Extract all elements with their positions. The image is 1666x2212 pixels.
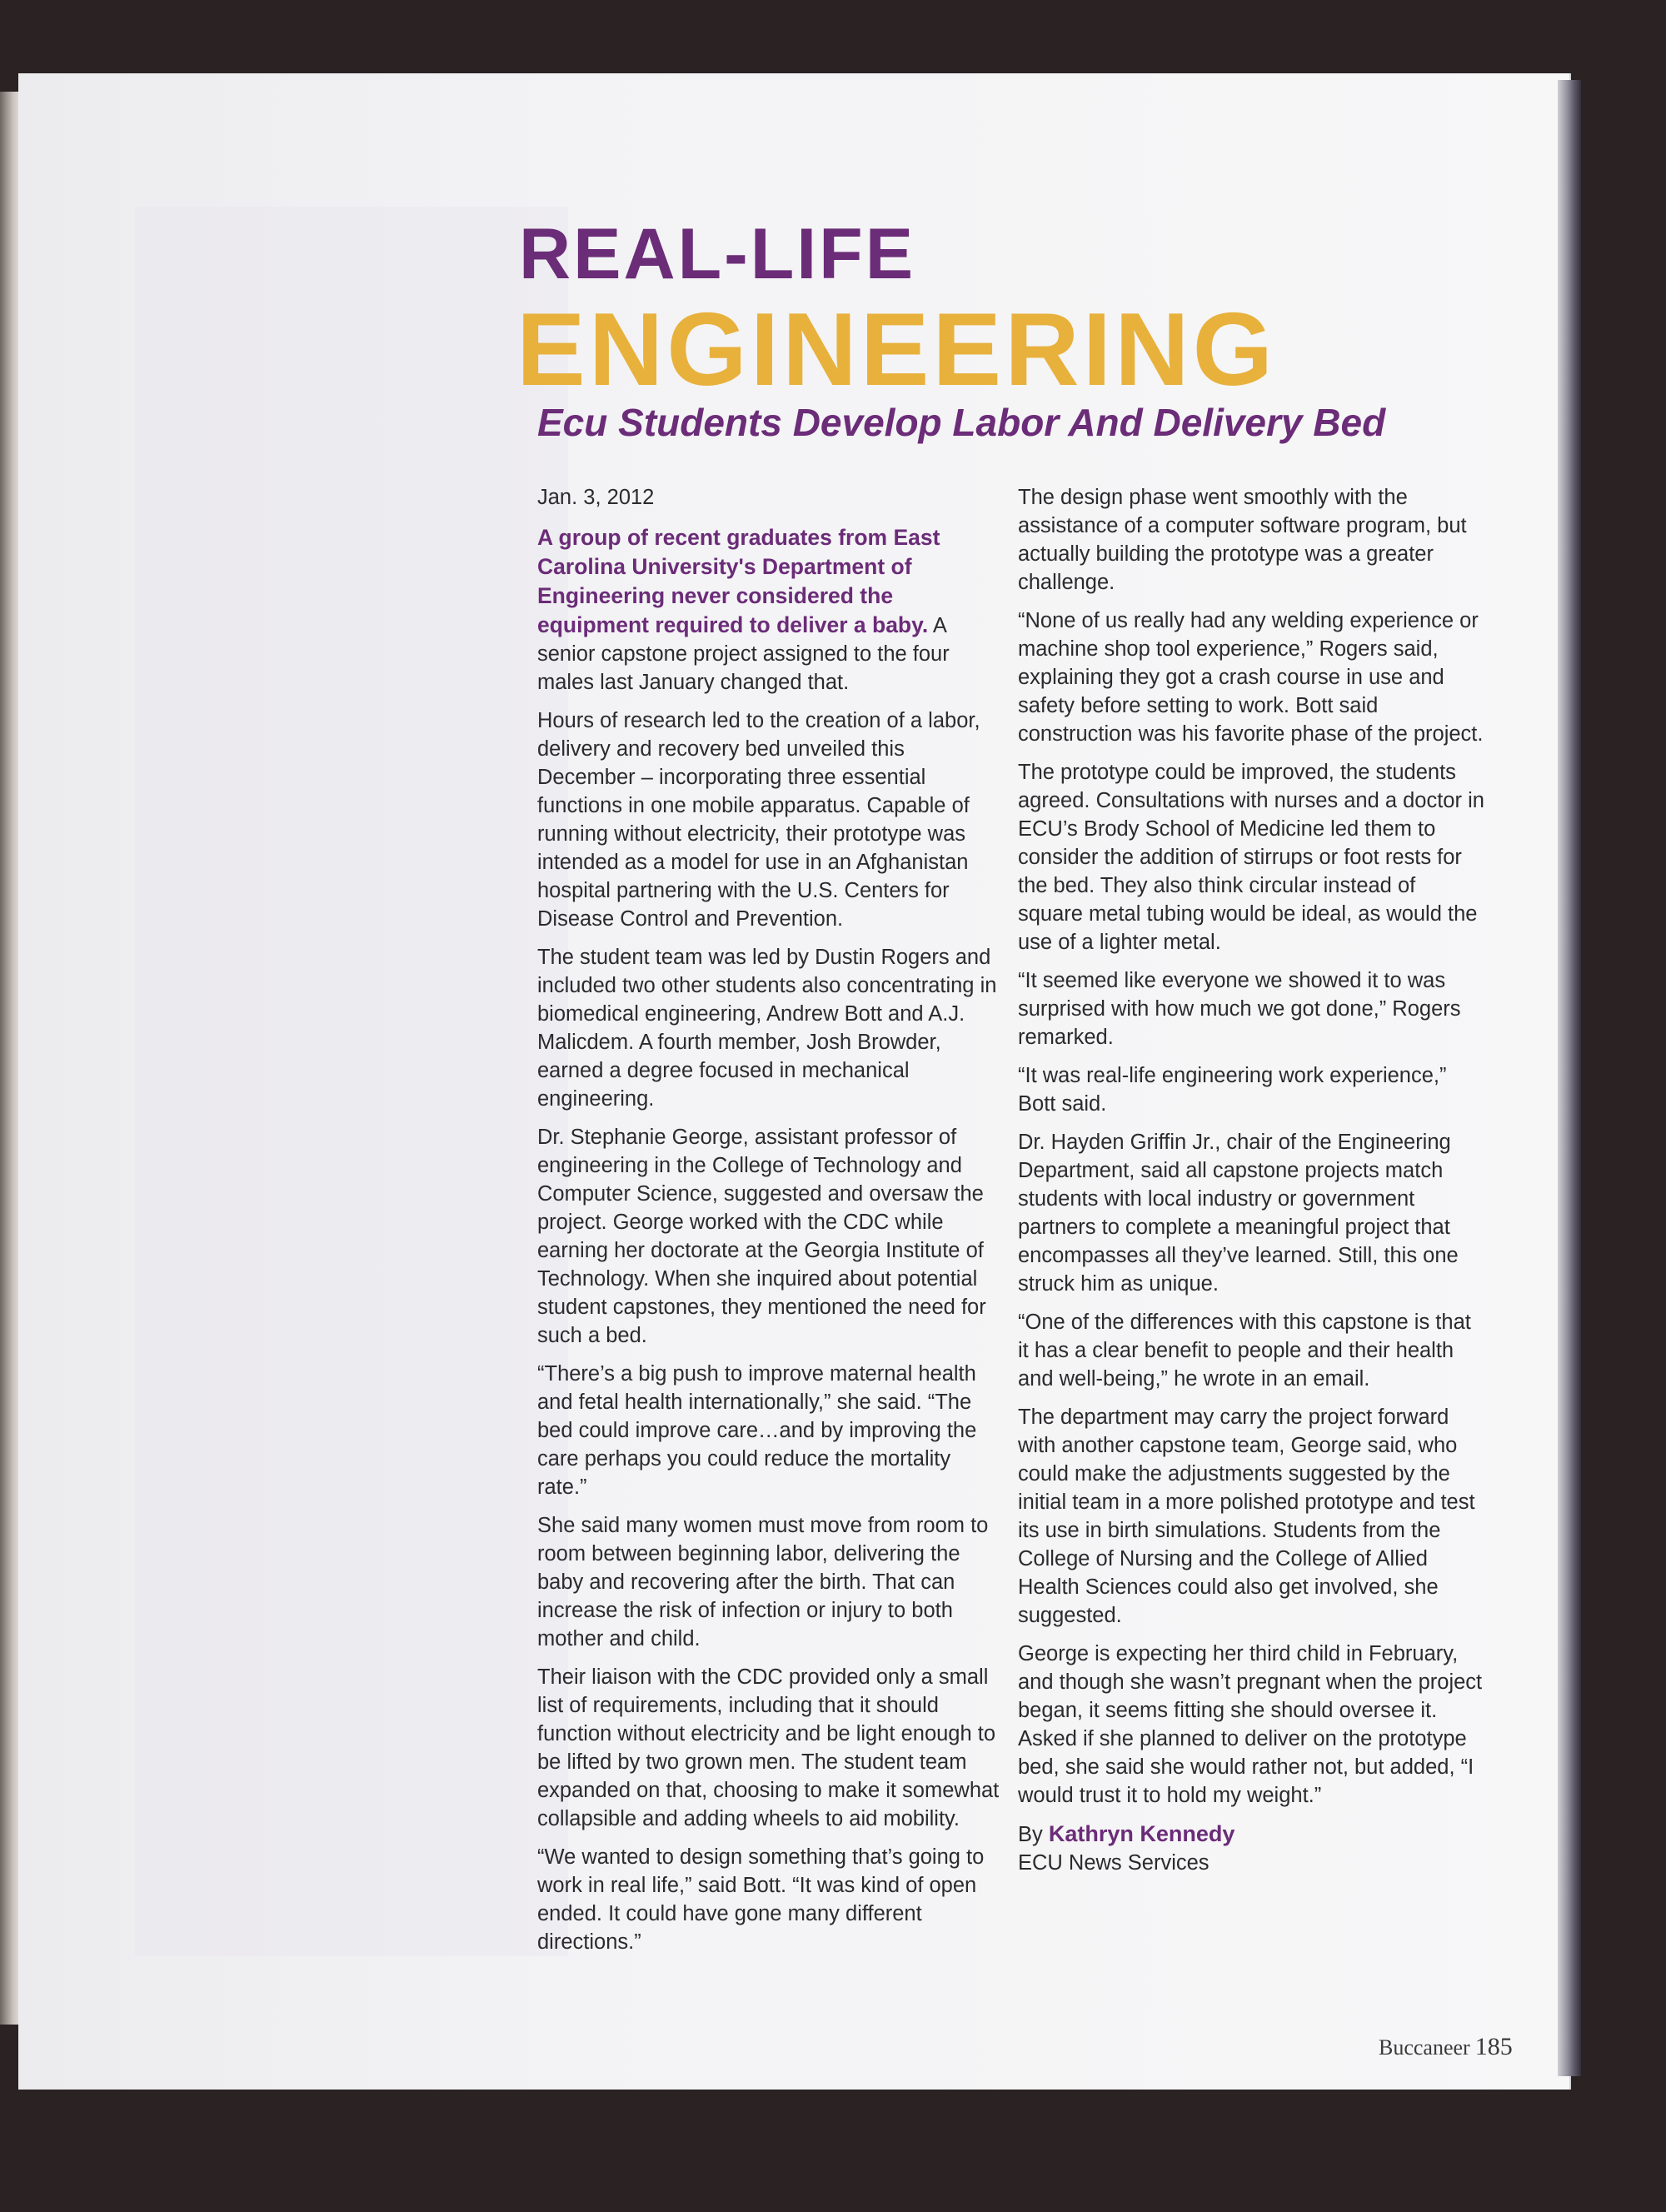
byline-prefix: By [1018,1823,1049,1846]
paragraph: “There’s a big push to improve maternal health and fetal health internationally,” she said. “The bed could improve care…and by improving the care perhaps you could reduce the mortality rate.” [537,1362,977,1499]
paragraph: Hours of research led to the creation of a labor, delivery and recovery bed unveiled this December – incorporating three essential functions in one mobile apparatus. Capable of running without electricity, their prototype was intended as a model for use in an Afghanistan hospital partnering with the U.S. Centers for Disease Control and Prevention. [537,709,980,931]
paragraph: “We wanted to design something that’s going to work in real life,” said Bott. “It was kind of open ended. It could have gone many different directions.” [537,1845,985,1954]
headline-real-life: REAL-LIFE [519,214,916,294]
paragraph: The design phase went smoothly with the assistance of a computer software program, but actually building the prototype was a greater challenge. [1018,486,1467,594]
lead-rest-text: A senior capstone project assigned to the four males last January changed that. [537,614,950,694]
lead-bold-text: A group of recent graduates from East Carolina University's Department of Engineering never considered the equipment required to deliver a baby. [537,525,940,637]
paragraph: The student team was led by Dustin Rogers and included two other students also concentrating in biomedical engineering, Andrew Bott and A.J. Malicdem. A fourth member, Josh Browder, earned a degree focused in mechanical engineering. [537,946,997,1111]
article-date: Jan. 3, 2012 [537,486,655,509]
byline-organization: ECU News Services [1018,1851,1210,1875]
headline-engineering: ENGINEERING [516,292,1277,407]
byline-author: Kathryn Kennedy [1048,1821,1235,1846]
page-number: 185 [1474,2033,1513,2060]
paragraph: “One of the differences with this capstone is that it has a clear benefit to people and their health and well-being,” he wrote in an email. [1018,1311,1471,1391]
faded-background-image [135,207,568,1956]
paragraph: The department may carry the project forward with another capstone team, George said, who could make the adjustments suggested by the initial team in a more polished prototype and test its use in birth simulations. Students from the College of Nursing and the College of Allied Health Sciences could also get involved, she suggested. [1018,1406,1475,1627]
paragraph: Their liaison with the CDC provided only a small list of requirements, including that it should function without electricity and be light enough to be lifted by two grown men. The student team expanded on that, choosing to make it somewhat collapsible and adding wheels to aid mobility. [537,1665,1000,1830]
article-subtitle: Ecu Students Develop Labor And Delivery Bed [537,401,1386,444]
paragraph: Dr. Hayden Griffin Jr., chair of the Engineering Department, said all capstone projects match students with local industry or government partners to complete a meaningful project that encompasses all they’ve learned. Still, this one struck him as unique. [1018,1131,1459,1296]
article-column-left [537,483,1004,1966]
byline [1018,1820,1484,1849]
paragraph: Dr. Stephanie George, assistant professor of engineering in the College of Technology and Computer Science, suggested and oversaw the project. George worked with the CDC while earning her doctorate at the Georgia Institute of Technology. When she inquired about potential student capstones, they mentioned the need for such a bed. [537,1126,986,1347]
article-column-right [1018,483,1484,1887]
page-footer [1379,2033,1513,2061]
paragraph: “None of us really had any welding experience or machine shop tool experience,” Rogers said, explaining they got a crash course in use and safety before setting to work. Bott said construction was his favorite phase of the project. [1018,609,1484,746]
lead-paragraph [537,523,1004,697]
paragraph: “It seemed like everyone we showed it to was surprised with how much we got done,” Rogers remarked. [1018,969,1461,1049]
paragraph: The prototype could be improved, the students agreed. Consultations with nurses and a doctor in ECU’s Brody School of Medicine led them to consider the addition of stirrups or foot rests for the bed. They also think circular instead of square metal tubing would be ideal, as would the use of a lighter metal. [1018,761,1484,954]
publication-name: Buccaneer [1379,2035,1470,2060]
paragraph: George is expecting her third child in February, and though she wasn’t pregnant when the project began, it seems fitting she should oversee it. Asked if she planned to deliver on the prototype bed, she said she would rather not, but added, “I would trust it to hold my weight.” [1018,1642,1483,1807]
page-stack-edge [1558,80,1581,2076]
paragraph: “It was real-life engineering work experience,” Bott said. [1018,1064,1447,1116]
paragraph: She said many women must move from room to room between beginning labor, delivering the baby and recovering after the birth. That can increase the risk of infection or injury to both mother and child. [537,1514,989,1650]
